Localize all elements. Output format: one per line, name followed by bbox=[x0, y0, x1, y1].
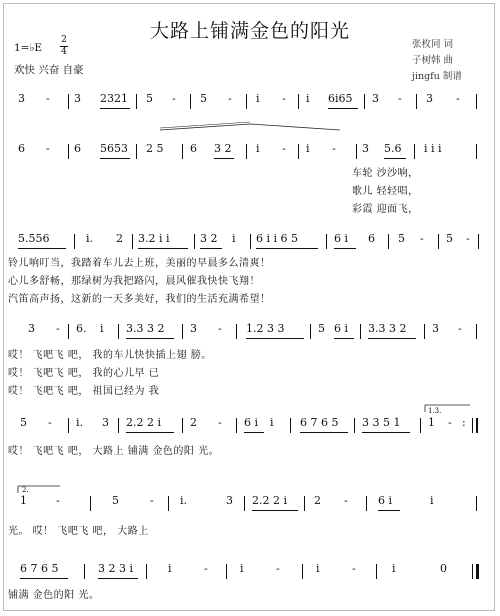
note: - bbox=[204, 562, 208, 575]
bar-line bbox=[90, 496, 91, 511]
bar-line bbox=[246, 94, 247, 109]
bar-line bbox=[424, 324, 425, 339]
bar-line bbox=[168, 496, 169, 511]
bar-line bbox=[476, 94, 477, 109]
note: 2.2 2 i bbox=[252, 494, 288, 507]
bar-line bbox=[74, 234, 75, 249]
note: 3 bbox=[372, 92, 379, 105]
note: 5 bbox=[318, 322, 325, 335]
note: - bbox=[458, 322, 462, 335]
bar-line bbox=[250, 234, 251, 249]
bar-line bbox=[476, 324, 477, 339]
note: i bbox=[270, 416, 274, 429]
note: - bbox=[150, 494, 154, 507]
note: i bbox=[240, 562, 244, 575]
note: 6 bbox=[368, 232, 375, 245]
note: i i i bbox=[424, 142, 442, 155]
lyric-verse-1: 车轮 沙沙响， bbox=[352, 168, 419, 179]
bar-line bbox=[146, 564, 147, 579]
bar-line bbox=[298, 94, 299, 109]
bar-line bbox=[476, 418, 478, 433]
bar-line bbox=[364, 94, 365, 109]
repeat-sign: : bbox=[462, 416, 466, 429]
lyric-verse-1: 哎！ 飞吧飞 吧， 我的车儿快快插上翅 膀。 bbox=[8, 350, 212, 361]
bar-line bbox=[118, 324, 119, 339]
note: 2 5 bbox=[146, 142, 164, 155]
note: 3 bbox=[432, 322, 439, 335]
bar-line bbox=[360, 324, 361, 339]
bar-line bbox=[68, 94, 69, 109]
bar-line bbox=[68, 418, 69, 433]
note: 6 i i 6 5 bbox=[256, 232, 299, 245]
note: i bbox=[256, 92, 260, 105]
note: 2.2 2 i bbox=[126, 416, 162, 429]
notes-row bbox=[0, 562, 500, 582]
note: i. bbox=[180, 494, 188, 507]
note: 1.2 3 3 bbox=[246, 322, 285, 335]
note: 0 bbox=[440, 562, 447, 575]
time-denominator: 4 bbox=[61, 47, 67, 57]
note: - bbox=[56, 322, 60, 335]
bar-line bbox=[414, 144, 415, 159]
notes-row bbox=[0, 142, 500, 162]
note: - bbox=[46, 92, 50, 105]
note: - bbox=[282, 92, 286, 105]
bar-line bbox=[246, 144, 247, 159]
bar-line bbox=[236, 324, 237, 339]
note: 5 bbox=[200, 92, 207, 105]
lyric-verse-1: 光。 哎！ 飞吧飞 吧， 大路上 bbox=[8, 526, 149, 537]
note: i. bbox=[86, 232, 94, 245]
note: 6 7 6 5 bbox=[20, 562, 59, 575]
note: 1 bbox=[20, 494, 27, 507]
note: i bbox=[316, 562, 320, 575]
note: 1 bbox=[428, 416, 435, 429]
note: 2321 bbox=[100, 92, 128, 105]
bar-line bbox=[290, 418, 291, 433]
bar-line bbox=[326, 234, 327, 249]
note: 3 bbox=[190, 322, 197, 335]
note: 5 bbox=[146, 92, 153, 105]
bar-line bbox=[68, 144, 69, 159]
bar-line bbox=[302, 564, 303, 579]
final-bar-line bbox=[476, 564, 479, 579]
note: 5653 bbox=[100, 142, 128, 155]
note: i bbox=[232, 232, 236, 245]
note: i. bbox=[76, 416, 84, 429]
note: 3 2 3 i bbox=[98, 562, 134, 575]
bar-line bbox=[388, 234, 389, 249]
bar-line bbox=[136, 94, 137, 109]
note: 6 bbox=[74, 142, 81, 155]
transcriber-credit: jingfu 制谱 bbox=[412, 71, 462, 82]
bar-line bbox=[438, 234, 439, 249]
lyric-verse-1: 铺满 金色的阳 光。 bbox=[8, 590, 100, 601]
note: - bbox=[228, 92, 232, 105]
lyric-verse-1: 铃儿响叮当，我踏着车儿去上班，美丽的早晨多么清爽！ bbox=[8, 258, 271, 269]
note: i bbox=[306, 142, 310, 155]
bar-line bbox=[194, 234, 195, 249]
note: i bbox=[430, 494, 434, 507]
notes-row bbox=[0, 232, 500, 252]
note: 6. bbox=[76, 322, 87, 335]
note: - bbox=[218, 416, 222, 429]
tempo-marking: 欢快 兴奋 自豪 bbox=[14, 64, 84, 76]
bar-line bbox=[118, 418, 119, 433]
note: i bbox=[306, 92, 310, 105]
note: - bbox=[218, 322, 222, 335]
lyric-verse-3: 哎！ 飞吧飞 吧， 祖国已经为 我 bbox=[8, 386, 160, 397]
volta-marker: 2. bbox=[22, 486, 29, 494]
bar-line bbox=[478, 234, 479, 249]
note: 6 i bbox=[244, 416, 259, 429]
notes-row bbox=[0, 322, 500, 342]
bar-line bbox=[182, 144, 183, 159]
bar-line bbox=[226, 564, 227, 579]
note: 3 2 bbox=[200, 232, 218, 245]
note: 6i65 bbox=[328, 92, 353, 105]
bar-line bbox=[416, 94, 417, 109]
bar-line bbox=[190, 94, 191, 109]
lyric-verse-2: 歌儿 轻轻唱， bbox=[352, 186, 419, 197]
note: 5.556 bbox=[18, 232, 50, 245]
volta-marker: 1.3. bbox=[428, 407, 442, 415]
note: - bbox=[352, 562, 356, 575]
bar-line bbox=[84, 564, 85, 579]
note: 3 bbox=[426, 92, 433, 105]
bar-line bbox=[304, 496, 305, 511]
note: 6 i bbox=[334, 232, 349, 245]
bar-line bbox=[472, 564, 473, 579]
bar-line bbox=[68, 324, 69, 339]
note: 6 7 6 5 bbox=[300, 416, 339, 429]
bar-line bbox=[476, 144, 477, 159]
note: - bbox=[332, 142, 336, 155]
note: i bbox=[168, 562, 172, 575]
lyric-verse-3: 彩霞 迎面飞， bbox=[352, 204, 419, 215]
notes-row bbox=[0, 416, 500, 436]
bar-line bbox=[356, 144, 357, 159]
note: - bbox=[56, 494, 60, 507]
lyricist-credit: 张枚同 词 bbox=[412, 39, 454, 50]
lyric-verse-2: 心儿多舒畅，那绿树为我把路闪，晨风催我快快飞翔！ bbox=[8, 276, 260, 287]
note: 3.2 i i bbox=[138, 232, 170, 245]
note: 3.3 3 2 bbox=[126, 322, 165, 335]
note: - bbox=[48, 416, 52, 429]
bar-line bbox=[182, 418, 183, 433]
bar-line bbox=[182, 324, 183, 339]
bar-line bbox=[376, 564, 377, 579]
note: - bbox=[172, 92, 176, 105]
note: 2 bbox=[116, 232, 123, 245]
song-title: 大路上铺满金色的阳光 bbox=[149, 20, 350, 42]
note: i bbox=[100, 322, 104, 335]
note: 5 bbox=[112, 494, 119, 507]
bar-line bbox=[136, 144, 137, 159]
note: - bbox=[46, 142, 50, 155]
note: - bbox=[448, 416, 452, 429]
note: 6 i bbox=[334, 322, 349, 335]
notes-row bbox=[0, 494, 500, 514]
note: 3 bbox=[18, 92, 25, 105]
notes-row bbox=[0, 92, 500, 112]
note: 5 bbox=[398, 232, 405, 245]
note: 3 bbox=[74, 92, 81, 105]
note: - bbox=[282, 142, 286, 155]
bar-line bbox=[298, 144, 299, 159]
bar-line bbox=[476, 496, 477, 511]
note: 3 2 bbox=[214, 142, 232, 155]
note: 3 bbox=[226, 494, 233, 507]
bar-line bbox=[132, 234, 133, 249]
lyric-verse-1: 哎！ 飞吧飞 吧， 大路上 铺满 金色的阳 光。 bbox=[8, 446, 220, 457]
bar-line bbox=[472, 418, 473, 433]
note: 3 bbox=[362, 142, 369, 155]
note: 5 bbox=[446, 232, 453, 245]
lyric-verse-3: 汽笛高声扬，这新的一天多美好，我们的生活充满希望！ bbox=[8, 294, 271, 305]
lyric-verse-2: 哎！ 飞吧飞 吧， 我的心儿早 已 bbox=[8, 368, 160, 379]
note: 3 bbox=[102, 416, 109, 429]
note: - bbox=[398, 92, 402, 105]
bar-line bbox=[310, 324, 311, 339]
note: - bbox=[456, 92, 460, 105]
bar-line bbox=[366, 496, 367, 511]
note: - bbox=[420, 232, 424, 245]
note: 3 3 5 1 bbox=[362, 416, 401, 429]
composer-credit: 子树韩 曲 bbox=[412, 55, 454, 66]
key-text: 1=♭E bbox=[14, 42, 43, 54]
note: 6 bbox=[18, 142, 25, 155]
note: - bbox=[466, 232, 470, 245]
bar-line bbox=[354, 418, 355, 433]
bar-line bbox=[236, 418, 237, 433]
bar-line bbox=[244, 496, 245, 511]
note: 6 i bbox=[378, 494, 393, 507]
note: 5 bbox=[20, 416, 27, 429]
note: - bbox=[344, 494, 348, 507]
note: i bbox=[256, 142, 260, 155]
note: 6 bbox=[190, 142, 197, 155]
note: i bbox=[392, 562, 396, 575]
note: 2 bbox=[314, 494, 321, 507]
note: 5.6 bbox=[384, 142, 402, 155]
note: 3 bbox=[28, 322, 35, 335]
note: - bbox=[276, 562, 280, 575]
note: 2 bbox=[190, 416, 197, 429]
bar-line bbox=[420, 418, 421, 433]
note: 3.3 3 2 bbox=[368, 322, 407, 335]
time-numerator: 2 bbox=[61, 35, 67, 45]
